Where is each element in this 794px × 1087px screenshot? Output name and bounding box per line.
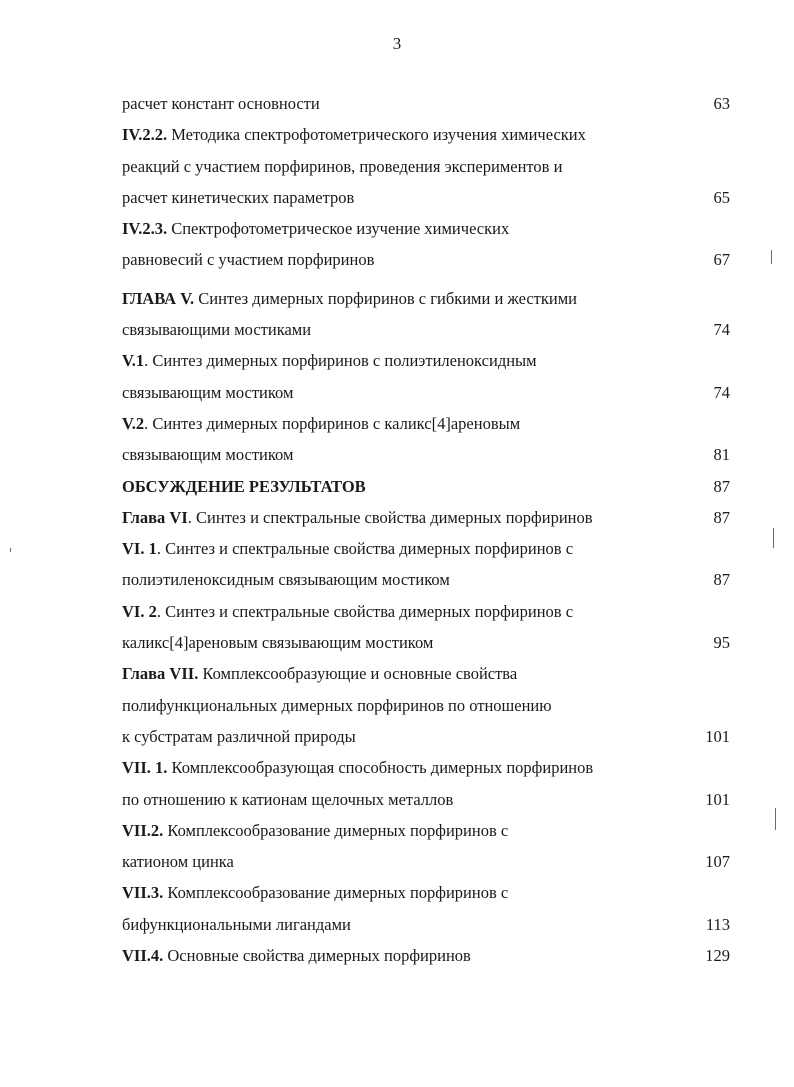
entry-text: Методика спектрофотометрического изучения химических: [167, 125, 586, 145]
section-number: VII.2.: [122, 820, 164, 840]
page-ref: 74: [713, 320, 730, 340]
scan-artifact: [771, 250, 772, 264]
page-ref: 87: [713, 570, 730, 590]
toc-line: [122, 877, 742, 908]
section-number: VII. 1.: [122, 758, 168, 778]
entry-text: . Синтез и спектральные свойства димерных порфиринов: [187, 507, 593, 527]
page-ref: 87: [713, 507, 730, 527]
entry-text: Спектрофотометрическое изучение химических: [167, 219, 510, 239]
entry-text: Комплексообразующие и основные свойства: [198, 664, 518, 684]
toc-line: реакций с участием порфиринов, проведения экспериментов и: [122, 156, 563, 176]
section-number: IV.2.3.: [122, 219, 168, 239]
toc-line: [122, 283, 742, 314]
toc-entry: [122, 658, 742, 752]
toc-line: связывающим мостиком: [122, 382, 294, 402]
entry-text: . Синтез и спектральные свойства димерных порфиринов с: [156, 539, 574, 559]
entry-text: Синтез димерных порфиринов с гибкими и жесткими: [194, 288, 577, 308]
entry-text: Комплексообразование димерных порфиринов с: [163, 883, 509, 903]
entry-text: . Синтез димерных порфиринов с каликс[4]ареновым: [144, 413, 521, 433]
toc-entry: [122, 752, 742, 815]
entry-text: Комплексообразование димерных порфиринов с: [163, 820, 509, 840]
toc-entry: [122, 815, 742, 878]
toc-entry: [122, 88, 742, 119]
toc-line: связывающим мостиком: [122, 445, 294, 465]
toc-line: [122, 502, 742, 533]
page-ref: 95: [713, 633, 730, 653]
toc-line: равновесий с участием порфиринов: [122, 250, 375, 270]
chapter-number: ГЛАВА V.: [122, 288, 195, 308]
page-ref: 87: [713, 476, 730, 496]
toc-line: [122, 596, 742, 627]
section-number: VII.3.: [122, 883, 164, 903]
toc-line: [122, 345, 742, 376]
entry-text: . Синтез димерных порфиринов с полиэтиленоксидным: [144, 351, 537, 371]
scan-artifact: [775, 808, 776, 830]
section-number: V.2: [122, 413, 145, 433]
toc-line: расчет кинетических параметров: [122, 187, 355, 207]
toc-entry: [122, 283, 742, 346]
page-ref: 65: [713, 187, 730, 207]
toc-entry: [122, 408, 742, 471]
toc-line: [122, 940, 742, 971]
entry-text: Основные свойства димерных порфиринов: [163, 946, 471, 966]
toc-line: по отношению к катионам щелочных металлов: [122, 789, 454, 809]
toc-line: [122, 119, 742, 150]
entry-text: Комплексообразующая способность димерных порфиринов: [167, 758, 594, 778]
toc-line: [122, 471, 742, 502]
section-number: V.1: [122, 351, 145, 371]
toc-line: [122, 88, 742, 119]
page-ref: 81: [713, 445, 730, 465]
page-ref: 129: [705, 946, 730, 966]
toc-line: катионом цинка: [122, 852, 234, 872]
chapter-number: Глава VII.: [122, 664, 199, 684]
page-number: 3: [392, 34, 402, 53]
entry-text: . Синтез и спектральные свойства димерных порфиринов с: [156, 601, 574, 621]
section-number: IV.2.2.: [122, 125, 168, 145]
toc-line: [122, 815, 742, 846]
toc-entry: [122, 345, 742, 408]
page-ref: 101: [705, 789, 730, 809]
toc-line: [122, 213, 742, 244]
page-ref: 101: [705, 726, 730, 746]
toc-entry: [122, 502, 742, 533]
toc-line: полифункциональных димерных порфиринов по отношению: [122, 695, 552, 715]
toc-line: [122, 752, 742, 783]
page-ref: 63: [713, 94, 730, 113]
toc-line: каликс[4]ареновым связывающим мостиком: [122, 633, 434, 653]
toc-entry: [122, 213, 742, 276]
section-number: VI. 1: [122, 539, 157, 559]
entry-text: расчет констант основности: [122, 94, 320, 113]
page-ref: 107: [705, 852, 730, 872]
scan-artifact: [10, 548, 11, 552]
section-number: VI. 2: [122, 601, 157, 621]
scan-artifact: [773, 528, 774, 548]
toc-line: [122, 658, 742, 689]
page-ref: 74: [713, 382, 730, 402]
toc-line: к субстратам различной природы: [122, 726, 356, 746]
toc-line: [122, 408, 742, 439]
part-heading: ОБСУЖДЕНИЕ РЕЗУЛЬТАТОВ: [122, 476, 366, 496]
page-ref: 113: [705, 914, 730, 934]
toc-entry: [122, 533, 742, 596]
toc-line: полиэтиленоксидным связывающим мостиком: [122, 570, 450, 590]
section-number: VII.4.: [122, 946, 164, 966]
toc-line: связывающими мостиками: [122, 320, 312, 340]
toc-entry: [122, 471, 742, 502]
toc-line: бифункциональными лигандами: [122, 914, 351, 934]
toc-entry: [122, 940, 742, 971]
toc-line: [122, 533, 742, 564]
chapter-number: Глава VI: [122, 507, 188, 527]
toc-entry: [122, 596, 742, 659]
toc-entry: [122, 119, 742, 213]
toc-entry: [122, 877, 742, 940]
page-ref: 67: [713, 250, 730, 270]
table-of-contents: [122, 88, 742, 971]
